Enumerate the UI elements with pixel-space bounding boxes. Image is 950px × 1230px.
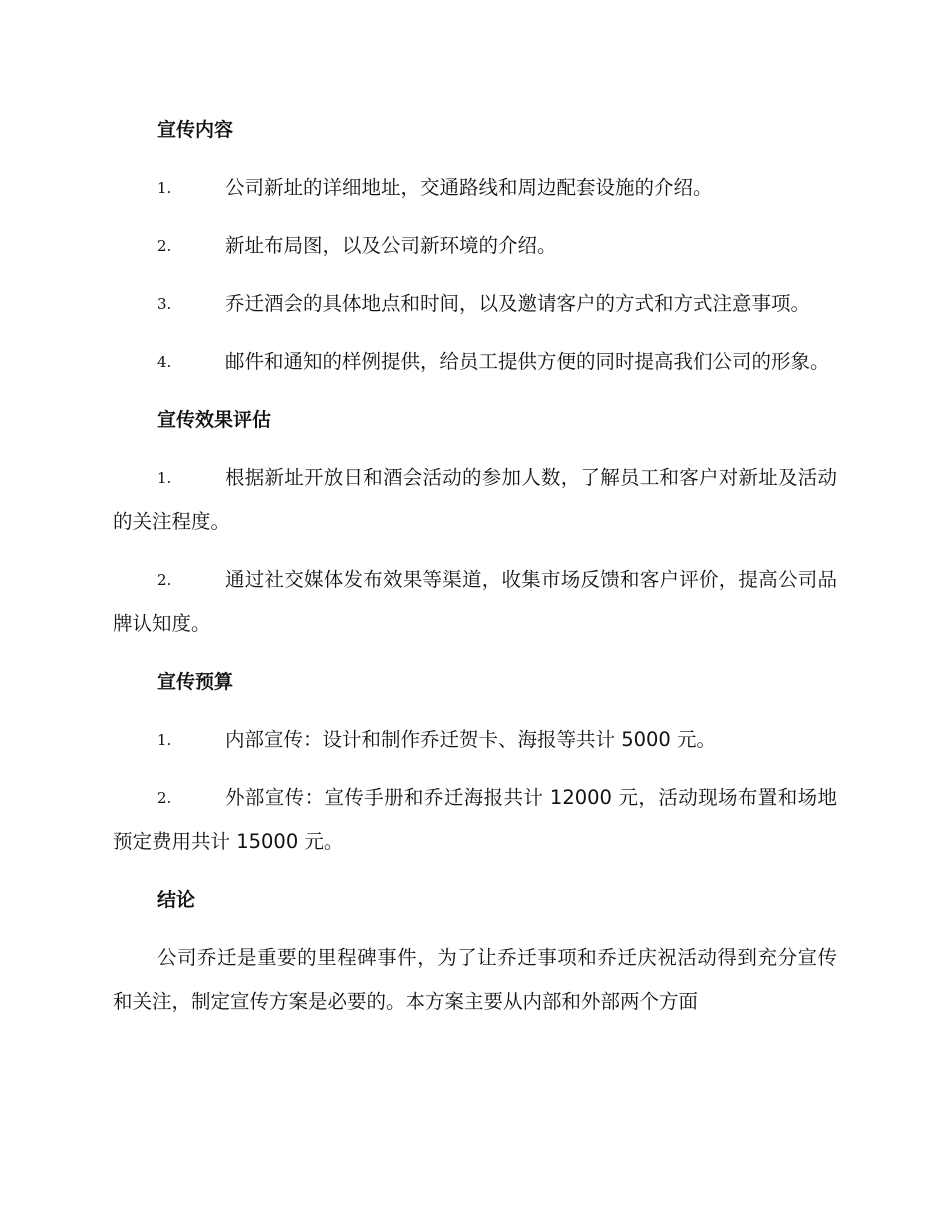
list-item [113,166,837,210]
list-item [113,456,837,544]
conclusion-paragraph: 公司乔迁是重要的里程碑事件，为了让乔迁事项和乔迁庆祝活动得到充分宣传和关注，制定宣传方案是必要的。本方案主要从内部和外部两个方面 [113,946,837,1013]
document-body [113,108,837,1024]
list-item-number: 1. [157,731,172,749]
list-item-text: 乔迁酒会的具体地点和时间，以及邀请客户的方式和方式注意事项。 [225,292,811,315]
section-heading-budget: 宣传预算 [157,671,234,693]
list-item-number: 3. [157,295,172,313]
list-item-number: 4. [157,353,172,371]
list-item-number: 1. [157,469,172,487]
section-heading-evaluation: 宣传效果评估 [157,409,272,431]
list-item-text: 根据新址开放日和酒会活动的参加人数，了解员工和客户对新址及活动的关注程度。 [113,466,837,533]
list-item-number: 2. [157,237,172,255]
list-item [113,224,837,268]
section-heading-conclusion: 结论 [157,889,196,911]
list-item-number: 2. [157,571,172,589]
section-heading-content: 宣传内容 [157,119,234,141]
list-item-number: 2. [157,789,172,807]
list-item [113,776,837,864]
list-item-text: 通过社交媒体发布效果等渠道，收集市场反馈和客户评价，提高公司品牌认知度。 [113,568,837,635]
list-item-text: 新址布局图，以及公司新环境的介绍。 [225,234,557,257]
list-item [113,340,837,384]
list-item-text: 公司新址的详细地址，交通路线和周边配套设施的介绍。 [225,176,713,199]
list-item-text: 邮件和通知的样例提供，给员工提供方便的同时提高我们公司的形象。 [225,350,830,373]
list-item-number: 1. [157,179,172,197]
list-item [113,718,837,762]
list-item-text: 外部宣传：宣传手册和乔迁海报共计 12000 元，活动现场布置和场地预定费用共计 15000 元。 [113,786,837,853]
list-item [113,558,837,646]
list-item [113,282,837,326]
list-item-text: 内部宣传：设计和制作乔迁贺卡、海报等共计 5000 元。 [225,728,717,751]
